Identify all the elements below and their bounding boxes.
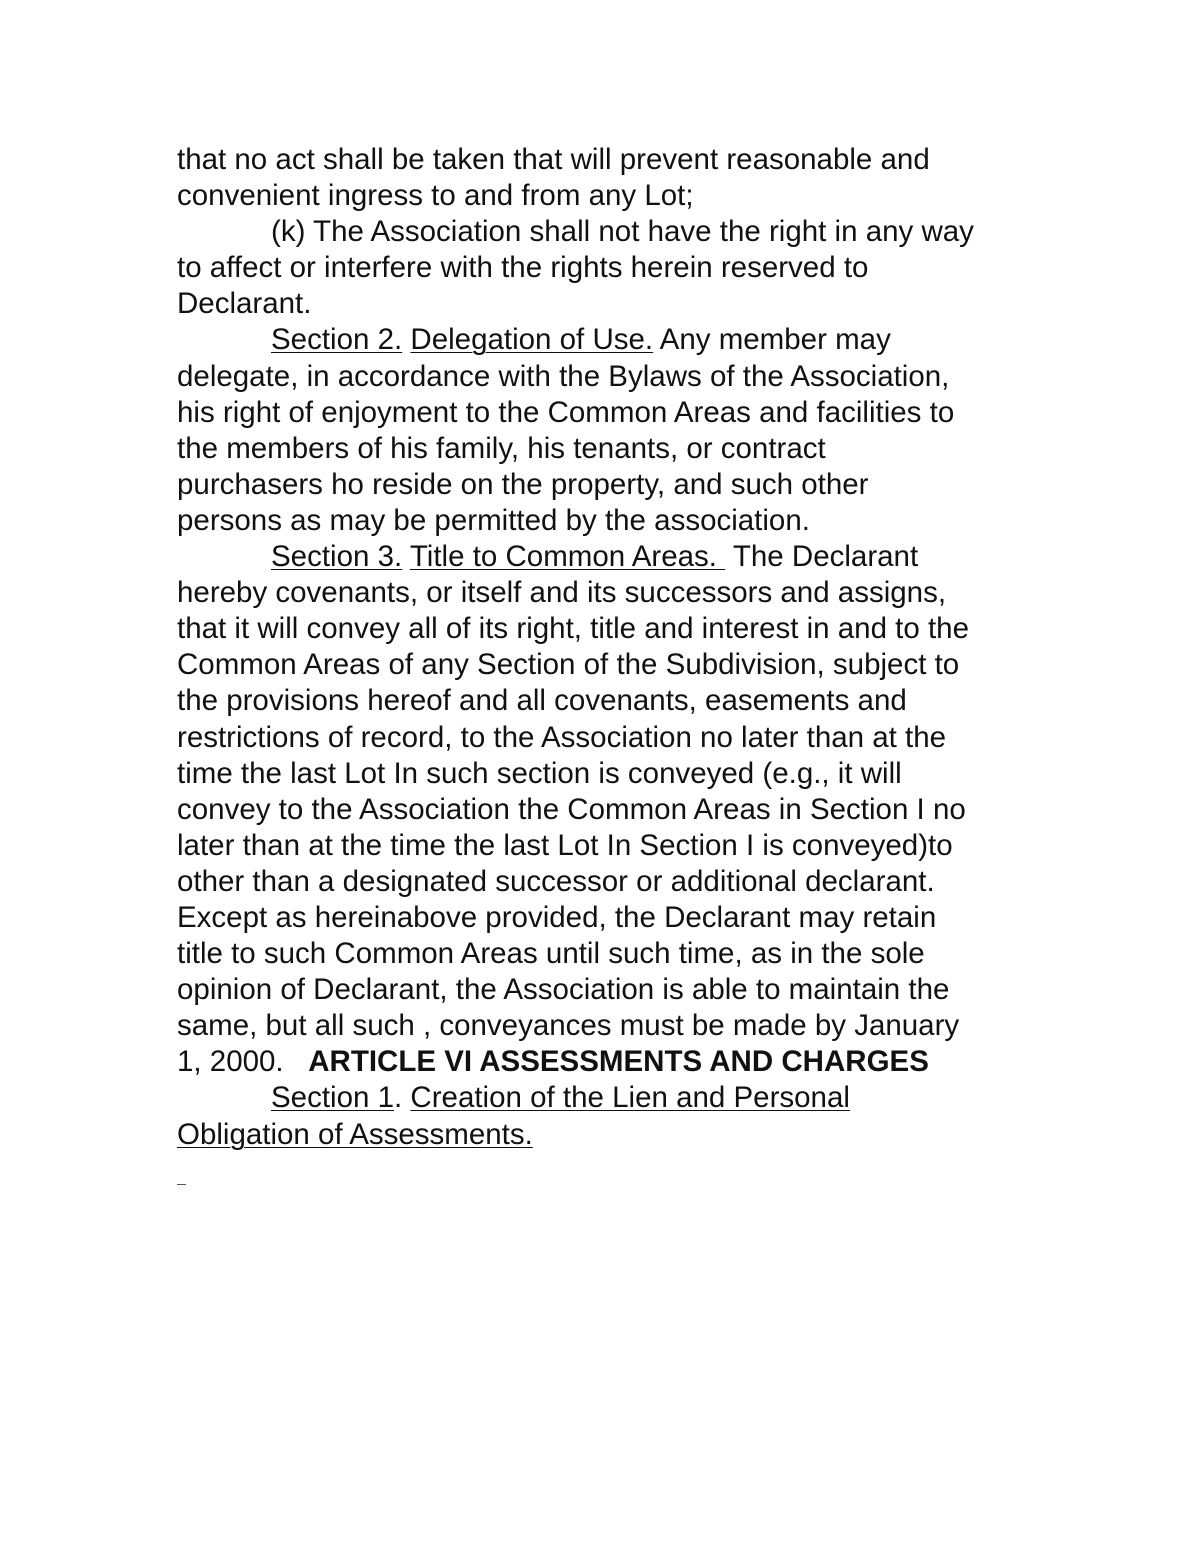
document-body [177,142,1037,1153]
section-1-title-continued [177,1117,1037,1153]
text-line: time the last Lot In such section is conveyed (e.g., it will [177,756,902,790]
text-line: other than a designated successor or additional declarant. [177,864,935,898]
section-1-number: Section 1 [271,1081,394,1115]
section-3-number: Section 3. [271,540,403,574]
text-line: delegate, in accordance with the Bylaws of the Association, [177,359,950,393]
text-line: purchasers ho reside on the property, and such other [177,467,869,501]
text-line: Declarant. [177,287,312,321]
section-1-separator: . [394,1081,411,1115]
text-line: convey to the Association the Common Areas in Section I no [177,792,966,826]
text-line: the provisions hereof and all covenants, easements and [177,684,907,718]
text-line: that no act shall be taken that will prevent reasonable and [177,143,930,176]
section-1-title: Creation of the Lien and Personal [410,1081,850,1115]
section-3-heading-line [177,539,1037,575]
article-date-text: 1, 2000. [177,1045,309,1079]
text-line: Except as hereinabove provided, the Declarant may retain [177,900,937,934]
text-line: hereby covenants, or itself and its successors and assigns, [177,576,947,610]
text-line: later than at the time the last Lot In Section I is conveyed)to [177,828,953,862]
section-2-number: Section 2. [271,323,403,357]
section-3-text: The Declarant [725,540,919,574]
section-3-title: Title to Common Areas. [409,540,726,574]
text-line: same, but all such , conveyances must be made by January [177,1009,960,1043]
text-line: Common Areas of any Section of the Subdivision, subject to [177,648,960,682]
section-1-heading-line [177,1080,1037,1116]
text-line: his right of enjoyment to the Common Areas and facilities to [177,395,955,429]
section-1-title-end: Obligation of Assessments. [177,1117,533,1151]
text-line: title to such Common Areas until such time, as in the sole [177,937,925,971]
section-2-heading-line [177,322,1037,358]
text-line: opinion of Declarant, the Association is able to maintain the [177,973,950,1007]
underscore-mark [177,1184,186,1185]
text-line: restrictions of record, to the Association no later than at the [177,720,947,754]
paragraph-k-line: (k) The Association shall not have the right in any way [271,215,974,249]
text-line: persons as may be permitted by the association. [177,503,810,537]
text-line: convenient ingress to and from any Lot; [177,179,694,213]
text-line: to affect or interfere with the rights herein reserved to [177,251,869,285]
text-line: that it will convey all of its right, title and interest in and to the [177,612,969,646]
text-line: the members of his family, his tenants, or contract [177,431,826,465]
article-heading: ARTICLE VI ASSESSMENTS AND CHARGES [308,1045,929,1079]
article-heading-line [177,1044,1037,1080]
section-2-text: Any member may [653,323,891,357]
section-2-title: Delegation of Use. [410,323,654,357]
